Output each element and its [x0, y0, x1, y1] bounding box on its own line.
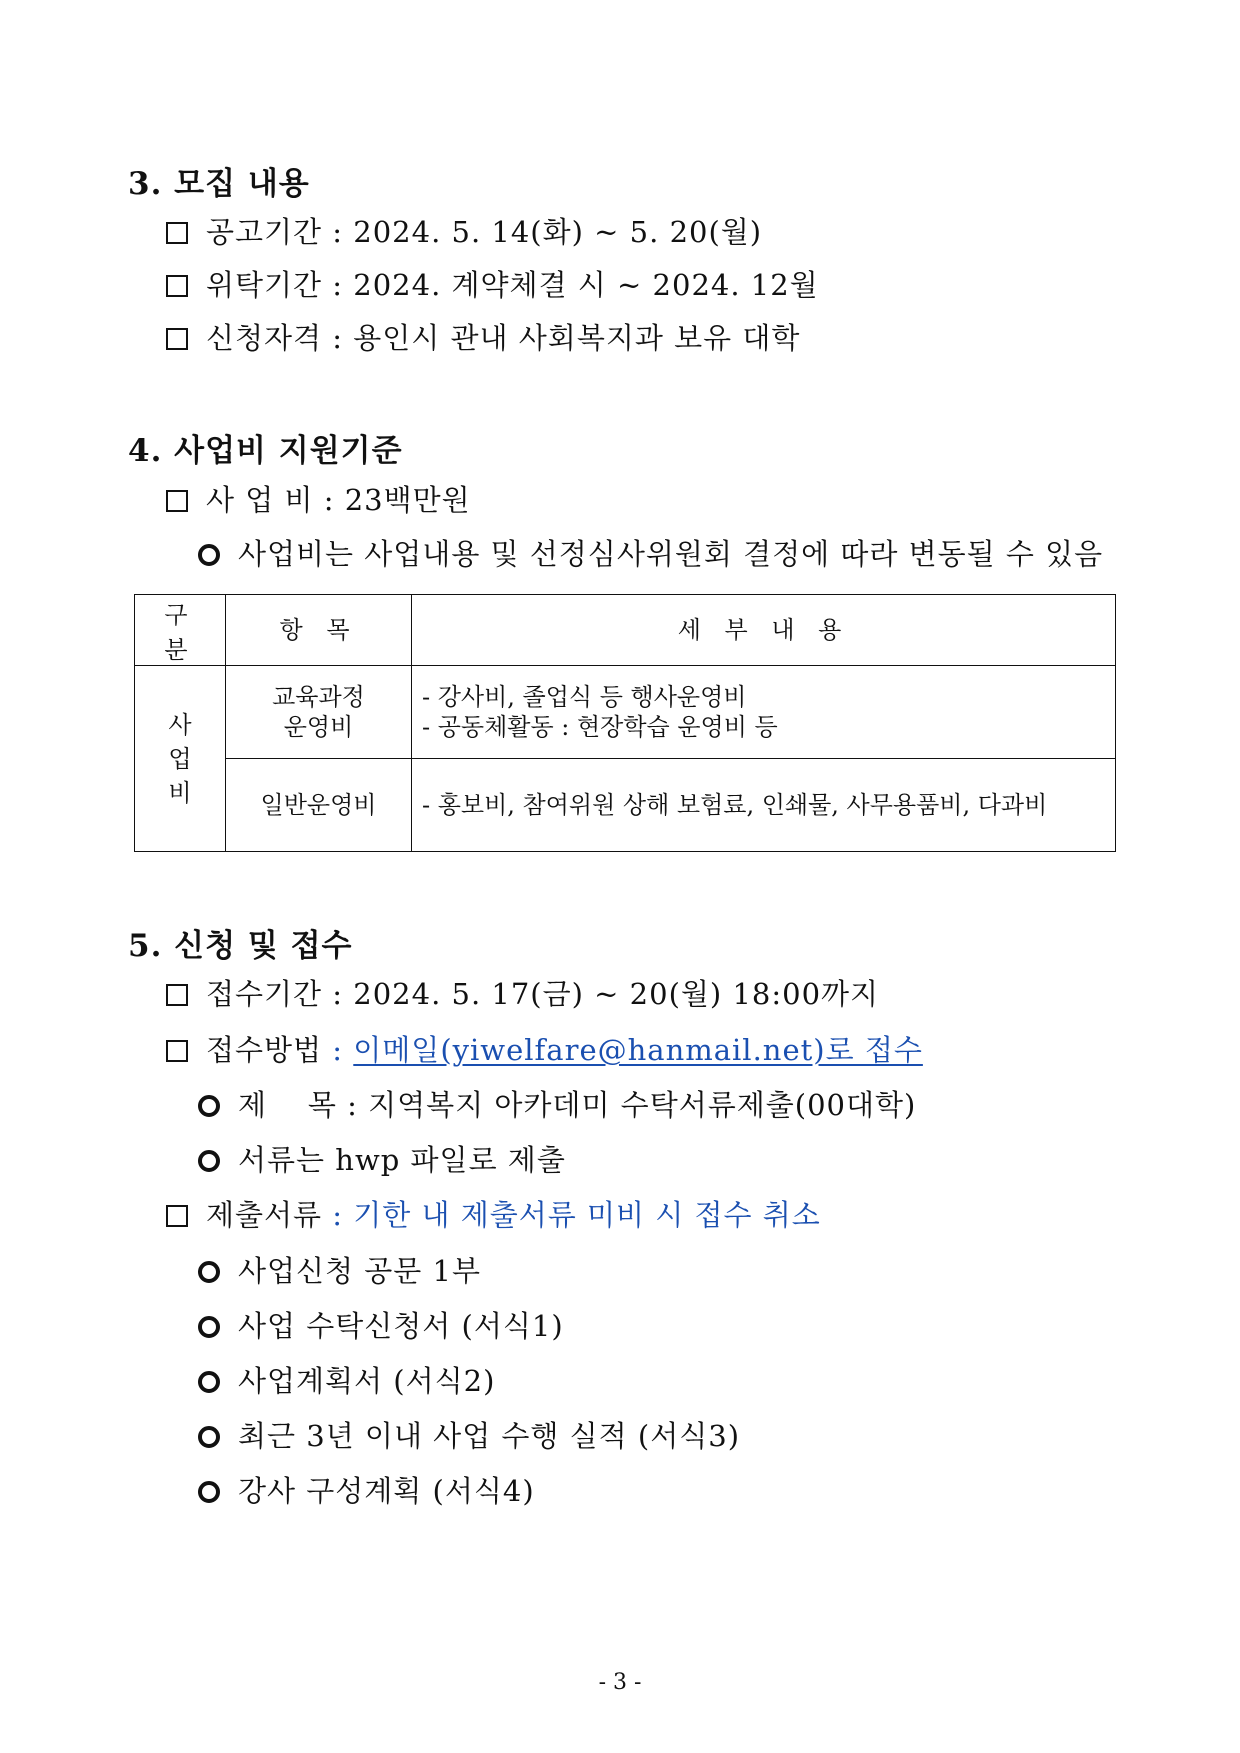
list-item [198, 1414, 740, 1455]
checkbox-icon [166, 1205, 188, 1227]
doc-item-text: 사업 수탁신청서 (서식1) [238, 1309, 564, 1343]
item-subject: 제 목 : 지역복지 아카데미 수탁서류제출(00대학) [198, 1083, 916, 1124]
item-announcement-period: 공고기간 : 2024. 5. 14(화) ~ 5. 20(월) [166, 210, 762, 251]
header-details: 세 부 내 용 [412, 595, 1116, 666]
checkbox-icon [166, 984, 188, 1006]
subject-value: 지역복지 아카데미 수탁서류제출(00대학) [368, 1088, 917, 1122]
documents-label: 제출서류 [206, 1198, 323, 1232]
file-format-text: 서류는 hwp 파일로 제출 [238, 1143, 566, 1177]
checkbox-icon [166, 490, 188, 512]
subject-label: 제 목 [238, 1088, 337, 1122]
list-item [198, 1469, 535, 1510]
budget-note-text: 사업비는 사업내용 및 선정심사위원회 결정에 따라 변동될 수 있음 [238, 537, 1104, 571]
email-link[interactable]: 이메일(yiwelfare@hanmail.net)로 접수 [353, 1033, 923, 1067]
item-text: 교육과정 운영비 [272, 683, 365, 741]
item-budget: 사 업 비 : 23백만원 [166, 478, 471, 519]
circle-bullet-icon [198, 1095, 220, 1117]
checkbox-icon [166, 222, 188, 244]
eligibility-label: 신청자격 [206, 321, 323, 355]
details-cell [412, 759, 1116, 852]
doc-item-text: 사업계획서 (서식2) [238, 1364, 496, 1398]
checkbox-icon [166, 328, 188, 350]
circle-bullet-icon [198, 1426, 220, 1448]
table-row [135, 759, 1116, 852]
details-cell [412, 666, 1116, 759]
documents-warning: 기한 내 제출서류 미비 시 접수 취소 [353, 1198, 821, 1232]
contract-period-label: 위탁기간 [206, 268, 323, 302]
list-item [198, 1359, 495, 1400]
section-5-title: 5. 신청 및 접수 [128, 928, 353, 964]
page-number: - 3 - [598, 1670, 642, 1695]
circle-bullet-icon [198, 544, 220, 566]
announcement-period-label: 공고기간 [206, 215, 323, 249]
checkbox-icon [166, 1040, 188, 1062]
circle-bullet-icon [198, 1371, 220, 1393]
receipt-method-label: 접수방법 [206, 1033, 323, 1067]
checkbox-icon [166, 275, 188, 297]
item-cell [226, 666, 412, 759]
list-item [198, 1249, 481, 1290]
header-item: 항 목 [226, 595, 412, 666]
budget-table [134, 594, 1116, 852]
item-cell: 일반운영비 [226, 759, 412, 852]
table-header-row [135, 595, 1116, 666]
circle-bullet-icon [198, 1481, 220, 1503]
budget-value: 23백만원 [344, 483, 471, 517]
category-cell [135, 666, 226, 852]
contract-period-value: 2024. 계약체결 시 ~ 2024. 12월 [353, 268, 819, 302]
receipt-period-label: 접수기간 [206, 977, 323, 1011]
list-item [198, 1304, 564, 1345]
item-documents: 제출서류 : 기한 내 제출서류 미비 시 접수 취소 [166, 1193, 821, 1234]
item-contract-period: 위탁기간 : 2024. 계약체결 시 ~ 2024. 12월 [166, 263, 819, 304]
item-eligibility: 신청자격 : 용인시 관내 사회복지과 보유 대학 [166, 316, 800, 357]
doc-item-text: 사업신청 공문 1부 [238, 1254, 481, 1288]
receipt-period-value: 2024. 5. 17(금) ~ 20(월) 18:00까지 [353, 977, 880, 1011]
section-3-title: 3. 모집 내용 [128, 166, 310, 202]
category-text: 사업비 [168, 710, 192, 807]
item-file-format [198, 1138, 566, 1179]
detail-line: - 강사비, 졸업식 등 행사운영비 [422, 683, 747, 711]
detail-line: - 홍보비, 참여위원 상해 보험료, 인쇄물, 사무용품비, 다과비 [422, 791, 1048, 819]
announcement-period-value: 2024. 5. 14(화) ~ 5. 20(월) [353, 215, 763, 249]
table-row [135, 666, 1116, 759]
doc-item-text: 강사 구성계획 (서식4) [238, 1474, 535, 1508]
budget-note [198, 532, 1103, 573]
header-category: 구 분 [135, 595, 226, 666]
circle-bullet-icon [198, 1316, 220, 1338]
circle-bullet-icon [198, 1261, 220, 1283]
doc-item-text: 최근 3년 이내 사업 수행 실적 (서식3) [238, 1419, 741, 1453]
circle-bullet-icon [198, 1150, 220, 1172]
item-receipt-method: 접수방법 : 이메일(yiwelfare@hanmail.net)로 접수 [166, 1028, 923, 1069]
detail-line: - 공동체활동 : 현장학습 운영비 등 [422, 713, 778, 741]
budget-label: 사 업 비 [206, 483, 314, 517]
section-4-title: 4. 사업비 지원기준 [128, 433, 403, 469]
eligibility-value: 용인시 관내 사회복지과 보유 대학 [353, 321, 801, 355]
item-receipt-period: 접수기간 : 2024. 5. 17(금) ~ 20(월) 18:00까지 [166, 972, 879, 1013]
